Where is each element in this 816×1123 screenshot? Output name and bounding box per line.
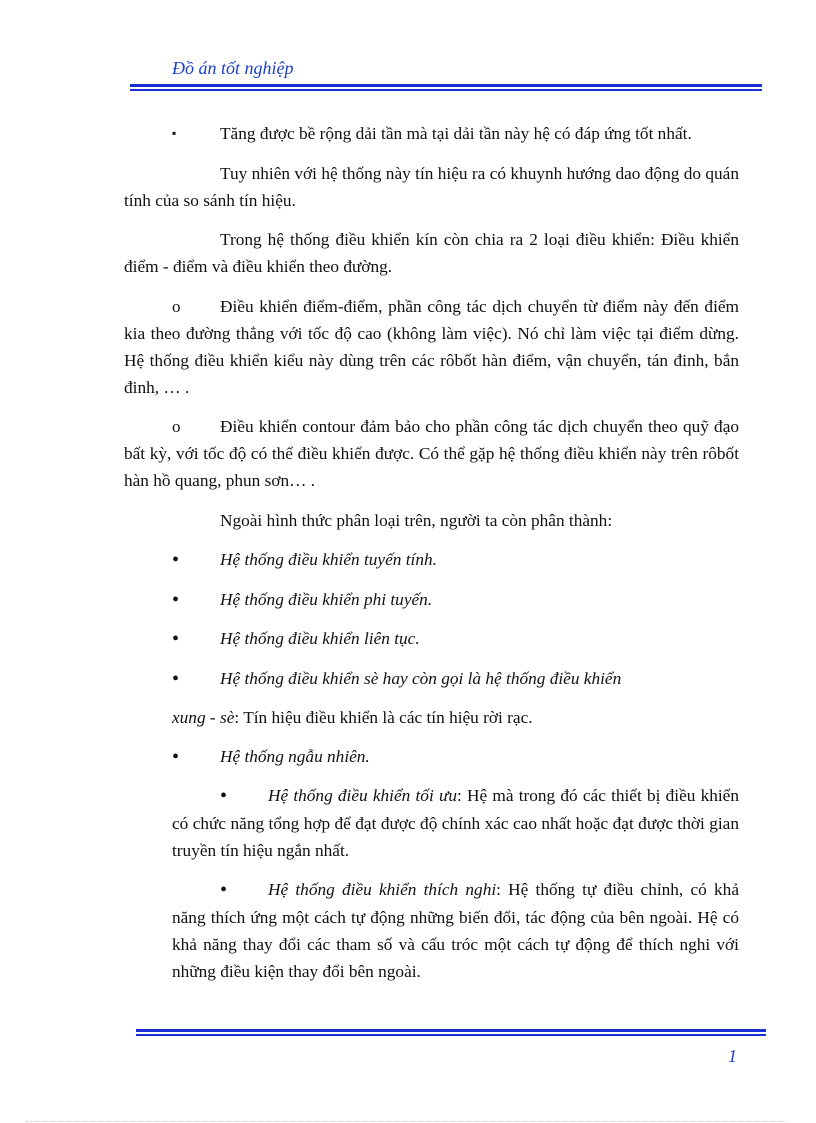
footer-rule-top (136, 1029, 766, 1032)
dot-bullet-icon: • (172, 549, 180, 571)
list-item-term: Hệ thống điều khiển tối ưu (268, 786, 458, 805)
list-item-continuation (172, 704, 739, 731)
list-item-text: : Tín hiệu điều khiển là các tín hiệu rời rạc. (234, 708, 533, 727)
paragraph-text: Tuy nhiên với hệ thống này tín hiệu ra có khuynh hướng dao động do quán tính của so sánh tín hiệu. (124, 163, 739, 210)
list-item-text: Hệ thống điều khiển phi tuyến. (220, 589, 433, 609)
paragraph-text: Ngoài hình thức phân loại trên, người ta còn phân thành: (220, 510, 613, 530)
header-title: Đồ án tốt nghiệp (172, 58, 294, 78)
list-item (172, 625, 739, 653)
dot-bullet-icon: • (172, 667, 180, 690)
dot-bullet-icon: • (172, 628, 180, 650)
dot-bullet-icon: • (172, 588, 180, 611)
list-item-text: Hệ thống điều khiển tuyến tính. (220, 550, 437, 569)
circle-bullet-icon: o (172, 296, 181, 316)
header-rule-bottom (130, 89, 762, 91)
paragraph-text: Điều khiển điểm-điểm, phần công tác dịch chuyển từ điểm này đến điểm kia theo đường thẳng với tốc độ cao (không làm việc). Nó chỉ làm việc tại điểm dừng. Hệ thống điều khiển kiểu này dùng trên các rôbốt hàn điểm, vận chuyển, tán đinh, bắn đinh, … . (124, 296, 739, 397)
document-body (124, 120, 739, 996)
paragraph-text: Tăng được bề rộng dải tần mà tại dải tần này hệ có đáp ứng tốt nhất. (220, 124, 692, 143)
header-rule (130, 84, 762, 92)
list-item-text: Hệ thống điều khiển sè hay còn gọi là hệ thống điều khiển (220, 668, 622, 688)
list-item-term: Hệ thống điều khiển thích nghi (268, 879, 497, 899)
square-bullet-icon: ▪ (172, 126, 177, 140)
list-item-text: : Hệ mà trong đó các thiết bị điều khiển có chức năng tổng hợp để đạt được độ chính xác cao nhất hoặc đạt được thời gian truyền tín hiệu ngắn nhất. (172, 786, 739, 860)
list-item-text: Hệ thống điều khiển liên tục. (220, 629, 420, 648)
paragraph (124, 226, 739, 280)
list-item (172, 665, 739, 693)
list-item (172, 743, 739, 771)
dot-bullet-icon: • (220, 878, 228, 901)
footer-rule (136, 1029, 766, 1037)
square-bullet-paragraph (124, 120, 739, 147)
paragraph (124, 507, 739, 534)
circle-bullet-paragraph (124, 293, 739, 401)
page-number: 1 (728, 1046, 737, 1066)
header-rule-top (130, 84, 762, 87)
paragraph-text: Điều khiển contour đảm bảo cho phần công tác dịch chuyển theo quỹ đạo bất kỳ, với tốc độ có thể điều khiển được. Có thể gặp hệ thống điều khiển này trên rôbốt hàn hồ quang, phun sơn… . (124, 417, 739, 490)
circle-bullet-icon: o (172, 417, 181, 436)
list-item (172, 546, 739, 574)
list-item (172, 782, 739, 864)
circle-bullet-paragraph (124, 413, 739, 494)
list-item-text: : Hệ thống tự điều chỉnh, có khả năng thích ứng một cách tự động những biến đổi, tác động của bên ngoài. Hệ có khả năng thay đổi các tham số và cấu tróc một cách tự động để thích nghi với những điều kiện thay đổi bên ngoài. (172, 879, 739, 981)
dot-bullet-icon: • (172, 745, 180, 768)
list-item (172, 876, 739, 985)
list-item-text: Hệ thống ngẫu nhiên. (220, 746, 370, 766)
dot-bullet-icon: • (220, 785, 228, 807)
paragraph-text: Trong hệ thống điều khiển kín còn chia ra 2 loại điều khiển: Điều khiển điểm - điểm và điều khiển theo đường. (124, 230, 739, 276)
footer-rule-bottom (136, 1034, 766, 1036)
paragraph (124, 160, 739, 214)
list-item (172, 586, 739, 614)
list-item-term: xung - sè (172, 708, 235, 727)
page-bottom-divider (26, 1121, 786, 1122)
